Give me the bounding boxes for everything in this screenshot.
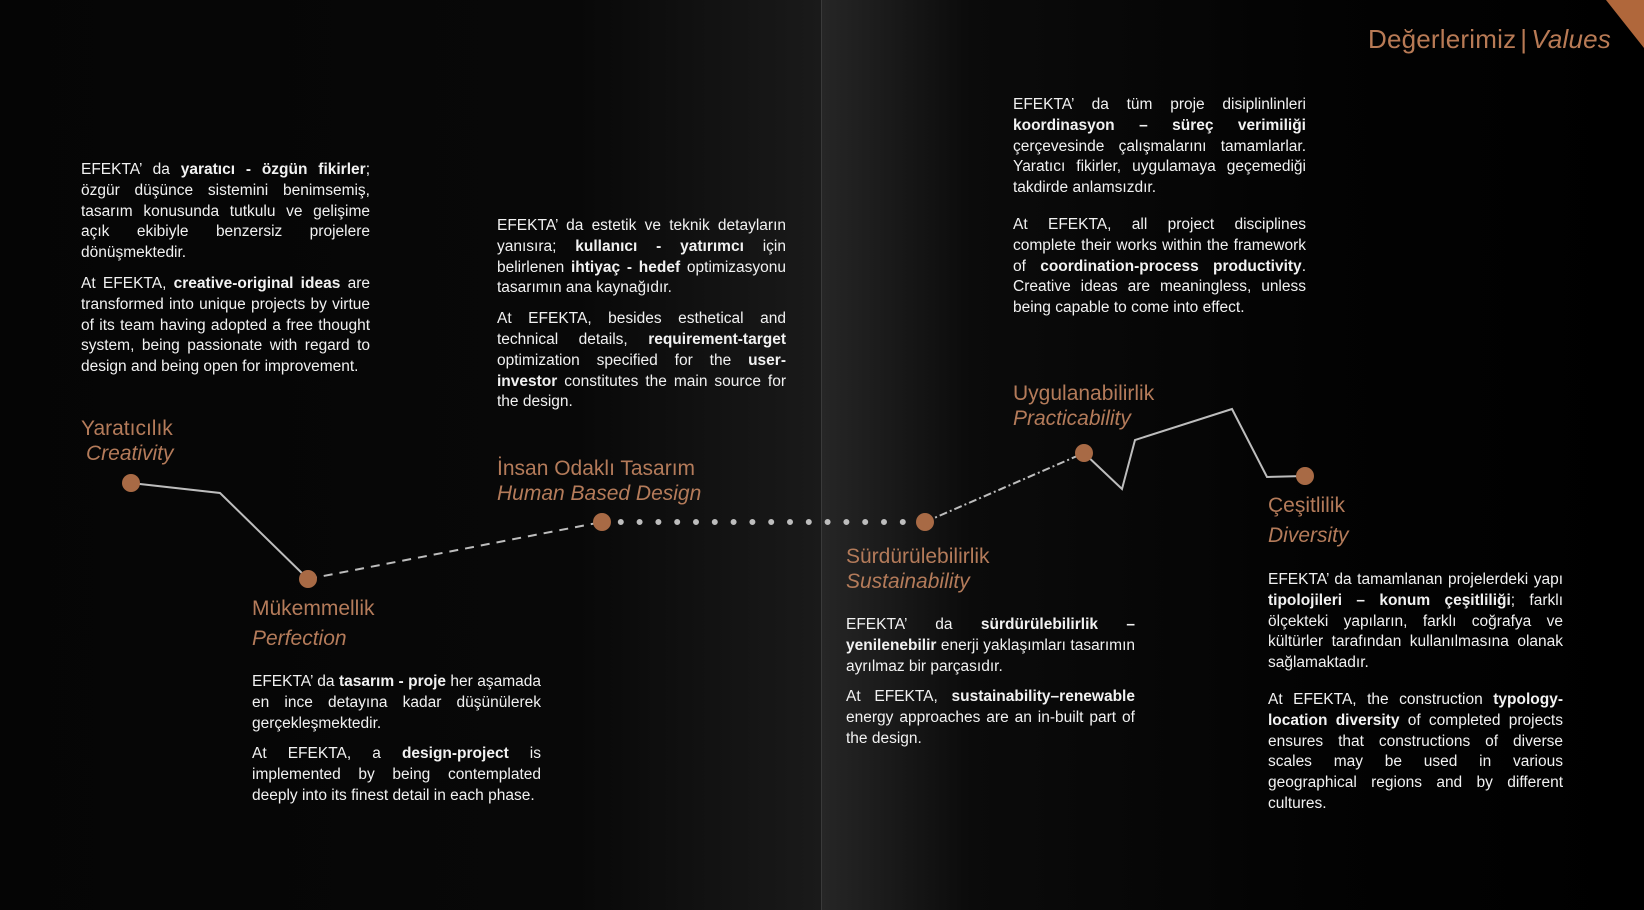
practicability-heading [1013,381,1154,431]
practicability-title-en: Practicability [1013,407,1131,430]
practicability-text-tr: EFEKTA’ da tüm proje disiplinlinleri koordinasyon – süreç verimiliği çerçevesinde çalışmalarını tamamlarlar. Yaratıcı fikirler, uygulamaya geçemediği takdirde anlamsızdır. [1013,96,1306,197]
sustainability-heading [846,544,990,594]
emphasis-text: koordinasyon – süreç verimiliği [1013,116,1306,134]
diversity-title-tr: Çeşitlilik [1268,494,1346,517]
perfection-heading [252,594,375,654]
human-based-design-heading [497,456,701,506]
diversity-description [1268,570,1563,825]
practicability-text-en: At EFEKTA, all project disciplines complete their works within the framework of coordination-process productivity. Creative ideas are meaningless, unless being capable to come into effect. [1013,215,1306,317]
node-perfection [299,570,317,588]
page-title-tr: Değerlerimiz [1367,24,1517,54]
node-creativity [122,474,140,492]
creativity-text-en: At EFEKTA, creative-original ideas are transformed into unique projects by virtue of its team having adopted a free thought system, being passionate with regard to design and being open for improvement. [81,274,370,376]
human-based-design-text-tr: EFEKTA’ da estetik ve teknik detayların yanısıra; kullanıcı - yatırımcı için belirlenen ihtiyaç - hedef optimizasyonu tasarımın ana kaynağıdır. [497,217,787,297]
creativity-title-tr: Yaratıcılık [81,417,173,440]
sustainability-description [846,615,1135,760]
emphasis-text: requirement-target [648,330,786,348]
sustainability-text-en: At EFEKTA, sustainability–renewable energy approaches are an in-built part of the design. [846,688,1135,747]
human-based-design-text-en: At EFEKTA, besides esthetical and technical details, requirement-target optimization specified for the user-investor constitutes the main source for the design. [497,310,786,411]
node-diversity [1296,467,1314,485]
node-sustainability [916,513,934,531]
emphasis-text: coordination-process productivity [1040,257,1302,275]
emphasis-text: ihtiyaç - hedef [571,258,681,276]
diversity-text-tr: EFEKTA’ da tamamlanan projelerdeki yapı tipolojileri – konum çeşitliliği; farklı ölçekteki yapıların, farklı coğrafya ve kültürler tarafından kullanılmasına olanak sağlamaktadır. [1268,571,1563,672]
emphasis-text: sustainability–renewable [951,688,1135,706]
path-segment-perfection-human [308,522,602,579]
emphasis-text: yaratıcı - özgün fikirler [180,161,366,178]
perfection-text-en: At EFEKTA, a design-project is implemented by being contemplated deeply into its finest detail in each phase. [252,745,541,804]
practicability-title-tr: Uygulanabilirlik [1013,382,1155,405]
node-human-based-design [593,513,611,531]
emphasis-text: design-project [401,745,509,763]
perfection-text-tr: EFEKTA’ da tasarım - proje her aşamada en ince detayına kadar düşünülerek gerçekleşmektedir. [252,673,542,732]
emphasis-text: tipolojileri – konum çeşitliliği [1268,591,1511,609]
human-based-design-title-en: Human Based Design [497,482,702,505]
node-practicability [1075,444,1093,462]
emphasis-text: sürdürülebilirlik – yenilenebilir [846,616,1135,654]
emphasis-text: user-investor [497,351,786,390]
creativity-title-en: Creativity [86,442,174,465]
emphasis-text: kullanıcı - yatırımcı [575,237,744,255]
practicability-description [1013,95,1306,329]
perfection-description [252,672,541,817]
sustainability-title-tr: Sürdürülebilirlik [846,545,990,568]
emphasis-text: tasarım - proje [338,673,446,690]
page-title-separator: | [1520,24,1528,54]
creativity-heading [81,416,174,466]
human-based-design-title-tr: İnsan Odaklı Tasarım [497,457,696,480]
diversity-title-en: Diversity [1268,524,1349,547]
perfection-title-en: Perfection [252,627,347,650]
path-segment-sustainability-practicability [925,453,1084,522]
path-nodes [122,444,1314,588]
creativity-text-tr: EFEKTA’ da yaratıcı - özgün fikirler; özgür düşünce sistemini benimsemiş, tasarım konusunda tutkulu ve gelişime açık ekibiyle benzersiz projelere dönüşmektedir. [81,161,370,262]
sustainability-title-en: Sustainability [846,570,970,593]
sustainability-text-tr: EFEKTA’ da sürdürülebilirlik – yenilenebilir enerji yaklaşımları tasarımın ayrılmaz bir parçasıdır. [846,616,1135,675]
diversity-text-en: At EFEKTA, the construction typology-location diversity of completed projects ensures that constructions of diverse scales may be used in various geographical regions and by different cultures. [1268,690,1563,812]
human-based-design-description [497,216,786,423]
perfection-title-tr: Mükemmellik [252,597,375,620]
emphasis-text: creative-original ideas [173,274,341,292]
diversity-heading [1268,491,1349,551]
page-title-en: Values [1531,24,1611,54]
path-lines [131,409,1305,579]
emphasis-text: typology-location diversity [1268,690,1563,729]
path-segment-creativity-perfection [131,483,308,579]
creativity-description [81,160,370,388]
